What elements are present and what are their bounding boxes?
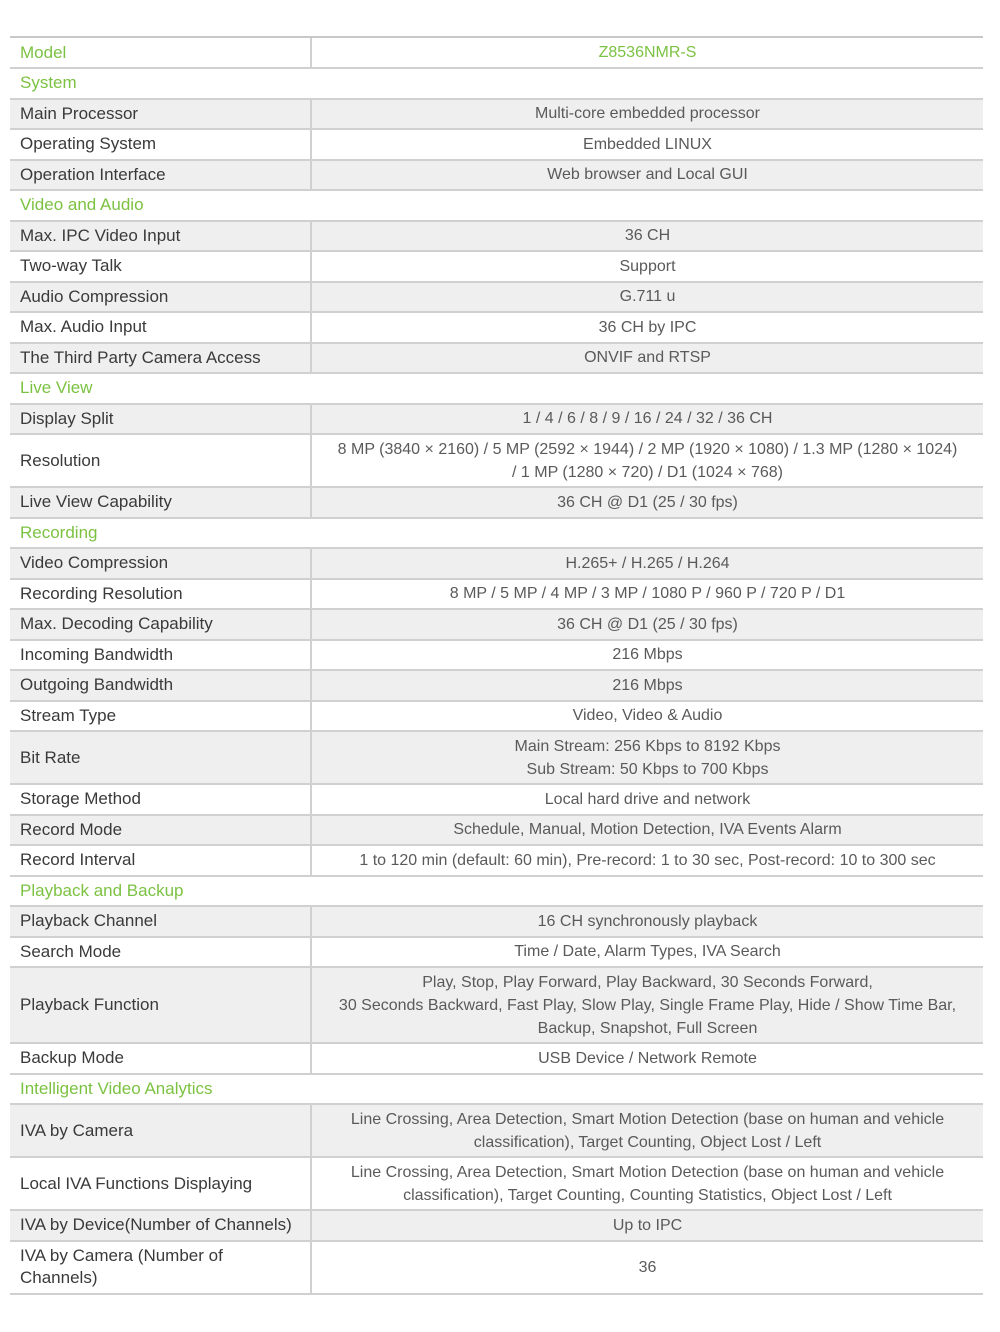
spec-label: Backup Mode [10, 1044, 312, 1073]
spec-value: 1 / 4 / 6 / 8 / 9 / 16 / 24 / 32 / 36 CH [522, 410, 773, 428]
spec-row [10, 1158, 983, 1211]
section-heading-row [10, 519, 983, 550]
spec-row [10, 785, 983, 816]
spec-value: Line Crossing, Area Detection, Smart Motion Detection (base on human and vehicle classification), Target Counting, Object Lost / Left [350, 1110, 945, 1151]
spec-row [10, 816, 983, 847]
spec-label: Search Mode [10, 938, 312, 967]
spec-label: IVA by Camera [10, 1105, 312, 1156]
spec-label: Outgoing Bandwidth [10, 671, 312, 700]
spec-value: Play, Stop, Play Forward, Play Backward, 30 Seconds Forward, 30 Seconds Backward, Fast Play, Slow Play, Single Frame Play, Hide / Show Time Bar, Backup, Snapshot, Full Screen [338, 973, 957, 1037]
spec-row [10, 702, 983, 733]
spec-value: Multi-core embedded processor [535, 105, 760, 123]
spec-row [10, 732, 983, 785]
spec-value: 16 CH synchronously playback [537, 912, 758, 930]
spec-value: Video, Video & Audio [572, 707, 723, 725]
spec-row [10, 252, 983, 283]
spec-value: Main Stream: 256 Kbps to 8192 Kbps Sub Stream: 50 Kbps to 700 Kbps [514, 737, 781, 778]
section-heading: Video and Audio [20, 195, 144, 215]
spec-row [10, 641, 983, 672]
spec-label: Two-way Talk [10, 252, 312, 281]
spec-label: Record Interval [10, 846, 312, 875]
section-heading: System [20, 73, 77, 93]
spec-label: Stream Type [10, 702, 312, 731]
section-heading-row [10, 69, 983, 100]
spec-label: Record Mode [10, 816, 312, 845]
spec-value: 1 to 120 min (default: 60 min), Pre-record: 1 to 30 sec, Post-record: 10 to 300 sec [359, 851, 936, 869]
section-heading: Live View [20, 378, 93, 398]
spec-row [10, 1211, 983, 1242]
spec-label: Max. Decoding Capability [10, 610, 312, 639]
model-number: Z8536NMR-S [598, 44, 697, 61]
spec-label: Max. Audio Input [10, 313, 312, 342]
spec-value: 36 [638, 1258, 657, 1276]
spec-value: 216 Mbps [612, 676, 683, 694]
spec-label: Operation Interface [10, 161, 312, 190]
spec-row [10, 1105, 983, 1158]
spec-row [10, 1242, 983, 1295]
spec-value: 36 CH @ D1 (25 / 30 fps) [557, 493, 738, 511]
spec-label: Playback Function [10, 968, 312, 1042]
spec-value: ONVIF and RTSP [584, 349, 711, 367]
spec-row [10, 1044, 983, 1075]
spec-row [10, 222, 983, 253]
spec-label: Display Split [10, 405, 312, 434]
section-heading-row [10, 191, 983, 222]
spec-row [10, 405, 983, 436]
spec-value: Line Crossing, Area Detection, Smart Motion Detection (base on human and vehicle classification), Target Counting, Counting Statistics, Object Lost / Left [350, 1163, 945, 1204]
spec-label: Live View Capability [10, 488, 312, 517]
spec-value: G.711 u [619, 288, 676, 306]
spec-value: 36 CH by IPC [598, 318, 697, 336]
spec-value: 36 CH @ D1 (25 / 30 fps) [557, 615, 738, 633]
spec-value: Schedule, Manual, Motion Detection, IVA Events Alarm [453, 821, 842, 839]
section-heading-row [10, 374, 983, 405]
spec-row [10, 488, 983, 519]
spec-label: IVA by Camera (Number of Channels) [10, 1242, 312, 1293]
spec-row [10, 846, 983, 877]
spec-value: USB Device / Network Remote [538, 1049, 757, 1067]
spec-row [10, 435, 983, 488]
spec-value: Time / Date, Alarm Types, IVA Search [514, 943, 781, 961]
spec-value: H.265+ / H.265 / H.264 [565, 554, 730, 572]
section-heading-row [10, 877, 983, 908]
spec-row [10, 671, 983, 702]
spec-value: Web browser and Local GUI [547, 166, 748, 184]
spec-row [10, 130, 983, 161]
spec-row [10, 580, 983, 611]
spec-row [10, 610, 983, 641]
section-heading: Intelligent Video Analytics [20, 1078, 213, 1098]
spec-row [10, 344, 983, 375]
spec-label: Main Processor [10, 100, 312, 129]
spec-label: Bit Rate [10, 732, 312, 783]
spec-label: Local IVA Functions Displaying [10, 1158, 312, 1209]
spec-value: Embedded LINUX [583, 135, 712, 153]
spec-value: 36 CH [624, 227, 671, 245]
spec-value: 216 Mbps [612, 646, 683, 664]
spec-label: Storage Method [10, 785, 312, 814]
spec-label: Operating System [10, 130, 312, 159]
spec-label: Playback Channel [10, 907, 312, 936]
header-label: Model [10, 38, 312, 67]
spec-table [10, 36, 983, 1295]
spec-label: IVA by Device(Number of Channels) [10, 1211, 312, 1240]
spec-value: Up to IPC [612, 1216, 683, 1234]
spec-label: The Third Party Camera Access [10, 344, 312, 373]
spec-value: 8 MP / 5 MP / 4 MP / 3 MP / 1080 P / 960 P / 720 P / D1 [449, 585, 846, 603]
section-heading: Recording [20, 522, 98, 542]
spec-value: Support [619, 257, 676, 275]
spec-row [10, 938, 983, 969]
spec-row [10, 100, 983, 131]
spec-value: Local hard drive and network [544, 790, 751, 808]
spec-rows [10, 69, 983, 1295]
spec-label: Video Compression [10, 549, 312, 578]
spec-label: Incoming Bandwidth [10, 641, 312, 670]
spec-label: Recording Resolution [10, 580, 312, 609]
spec-label: Resolution [10, 435, 312, 486]
spec-row [10, 907, 983, 938]
spec-row [10, 313, 983, 344]
spec-row [10, 283, 983, 314]
spec-row [10, 549, 983, 580]
spec-label: Max. IPC Video Input [10, 222, 312, 251]
section-heading-row [10, 1075, 983, 1106]
spec-label: Audio Compression [10, 283, 312, 312]
spec-row [10, 968, 983, 1044]
spec-row [10, 161, 983, 192]
table-header-row [10, 38, 983, 69]
spec-value: 8 MP (3840 × 2160) / 5 MP (2592 × 1944) / 2 MP (1920 × 1080) / 1.3 MP (1280 × 1024) / 1 MP (1280 × 720) / D1 (1024 × 768) [337, 440, 958, 481]
section-heading: Playback and Backup [20, 880, 184, 900]
